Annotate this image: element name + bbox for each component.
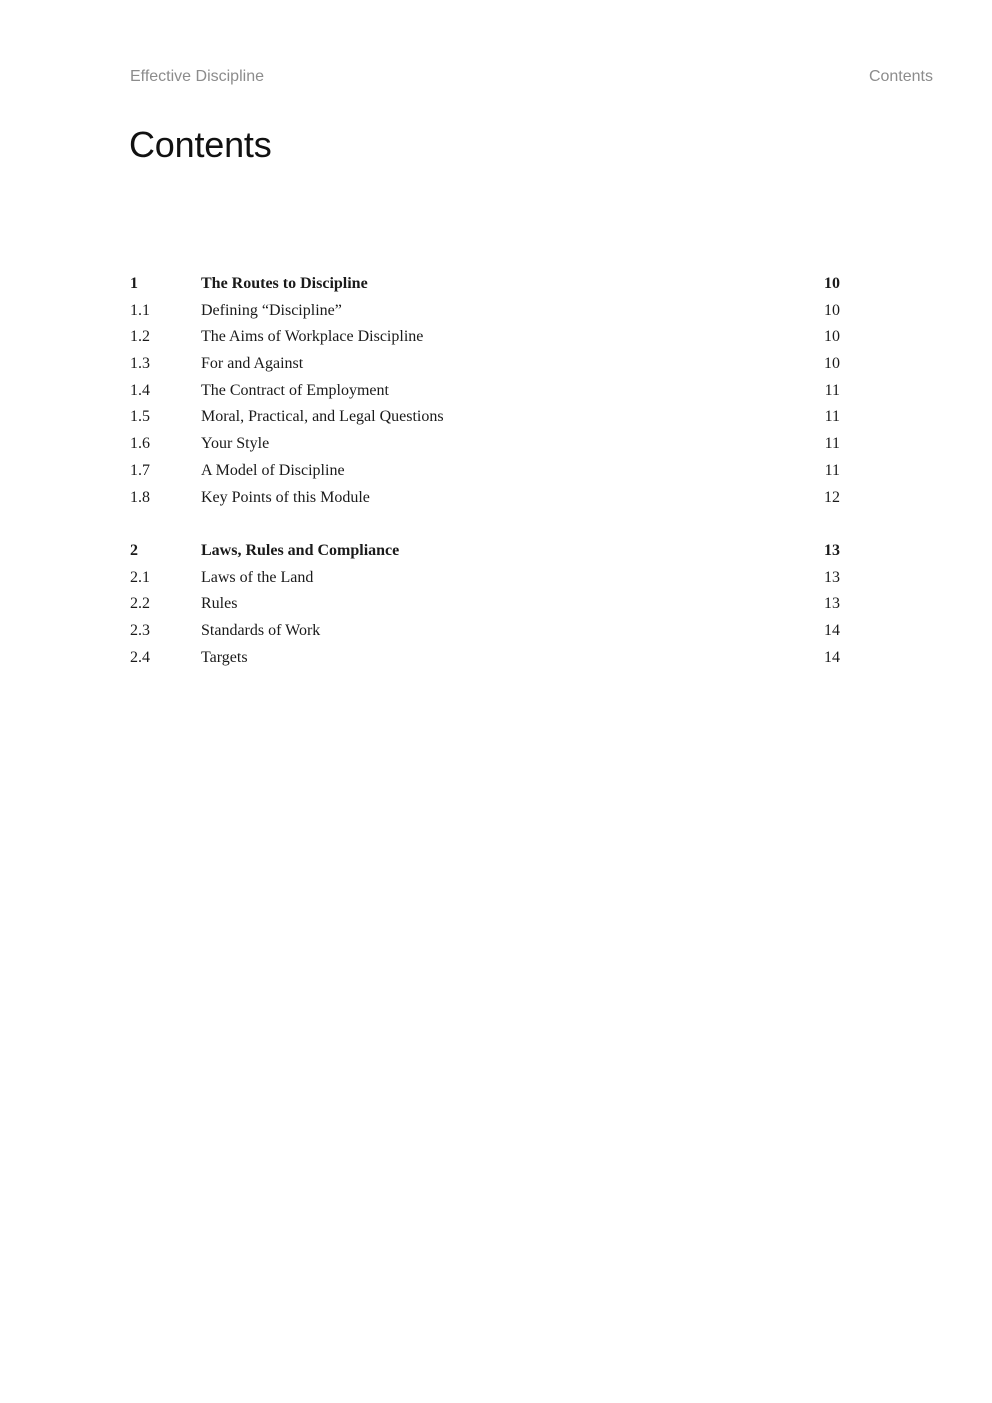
toc-title: Laws, Rules and Compliance (201, 541, 400, 559)
toc-title: Laws of the Land (201, 568, 314, 586)
toc-title: Your Style (201, 435, 270, 453)
toc-number: 2.1 (130, 568, 150, 586)
toc-title: Key Points of this Module (201, 488, 370, 506)
toc-page-number: 14 (824, 621, 840, 639)
toc-entry[interactable] (130, 645, 840, 672)
toc-section-1 (130, 271, 840, 511)
toc-page-number: 10 (824, 355, 840, 373)
toc-number: 1.8 (130, 488, 150, 506)
toc-entry[interactable] (130, 485, 840, 512)
toc-title: The Routes to Discipline (201, 275, 368, 292)
toc-number: 1.7 (130, 461, 150, 479)
toc-entry[interactable] (130, 378, 840, 405)
toc-page-number: 10 (824, 275, 840, 292)
toc-page-number: 10 (824, 301, 840, 319)
toc-page-number: 13 (824, 595, 840, 613)
toc-number: 1 (130, 275, 138, 292)
table-of-contents (130, 271, 840, 671)
toc-number: 1.1 (130, 301, 150, 319)
toc-page-number: 13 (824, 541, 840, 559)
toc-title: For and Against (201, 355, 304, 373)
header-section-title: Contents (868, 68, 933, 85)
toc-number: 1.4 (130, 381, 150, 399)
toc-number: 1.6 (130, 435, 150, 453)
toc-title: Standards of Work (201, 621, 321, 639)
toc-title: The Aims of Workplace Discipline (201, 328, 424, 346)
toc-title: The Contract of Employment (201, 381, 389, 399)
toc-title: Defining “Discipline” (201, 301, 342, 319)
toc-title: Moral, Practical, and Legal Questions (201, 408, 444, 426)
toc-page-number: 11 (824, 381, 840, 399)
toc-entry[interactable] (130, 565, 840, 592)
page-title: Contents (129, 124, 272, 165)
toc-number: 1.2 (130, 328, 150, 346)
toc-number: 2.2 (130, 595, 150, 613)
running-header (130, 68, 933, 92)
toc-title: A Model of Discipline (201, 461, 345, 479)
toc-entry[interactable] (130, 591, 840, 618)
toc-entry[interactable] (130, 618, 840, 645)
toc-page-number: 11 (824, 408, 840, 426)
toc-page-number: 11 (824, 461, 840, 479)
toc-number: 1.5 (130, 408, 150, 426)
toc-entry[interactable] (130, 298, 840, 325)
toc-page-number: 12 (824, 488, 840, 506)
toc-section-2 (130, 538, 840, 671)
toc-chapter-heading[interactable] (130, 271, 840, 298)
toc-page-number: 11 (824, 435, 840, 453)
toc-number: 2 (130, 541, 138, 559)
toc-entry[interactable] (130, 351, 840, 378)
toc-entry[interactable] (130, 324, 840, 351)
toc-title: Rules (201, 595, 238, 613)
toc-chapter-heading[interactable] (130, 538, 840, 565)
toc-number: 2.3 (130, 621, 150, 639)
toc-entry[interactable] (130, 404, 840, 431)
toc-page-number: 14 (824, 648, 840, 666)
toc-page-number: 10 (824, 328, 840, 346)
toc-number: 2.4 (130, 648, 150, 666)
header-book-title: Effective Discipline (130, 68, 264, 85)
toc-title: Targets (201, 648, 248, 666)
toc-entry[interactable] (130, 431, 840, 458)
toc-page-number: 13 (824, 568, 840, 586)
toc-number: 1.3 (130, 355, 150, 373)
toc-entry[interactable] (130, 458, 840, 485)
